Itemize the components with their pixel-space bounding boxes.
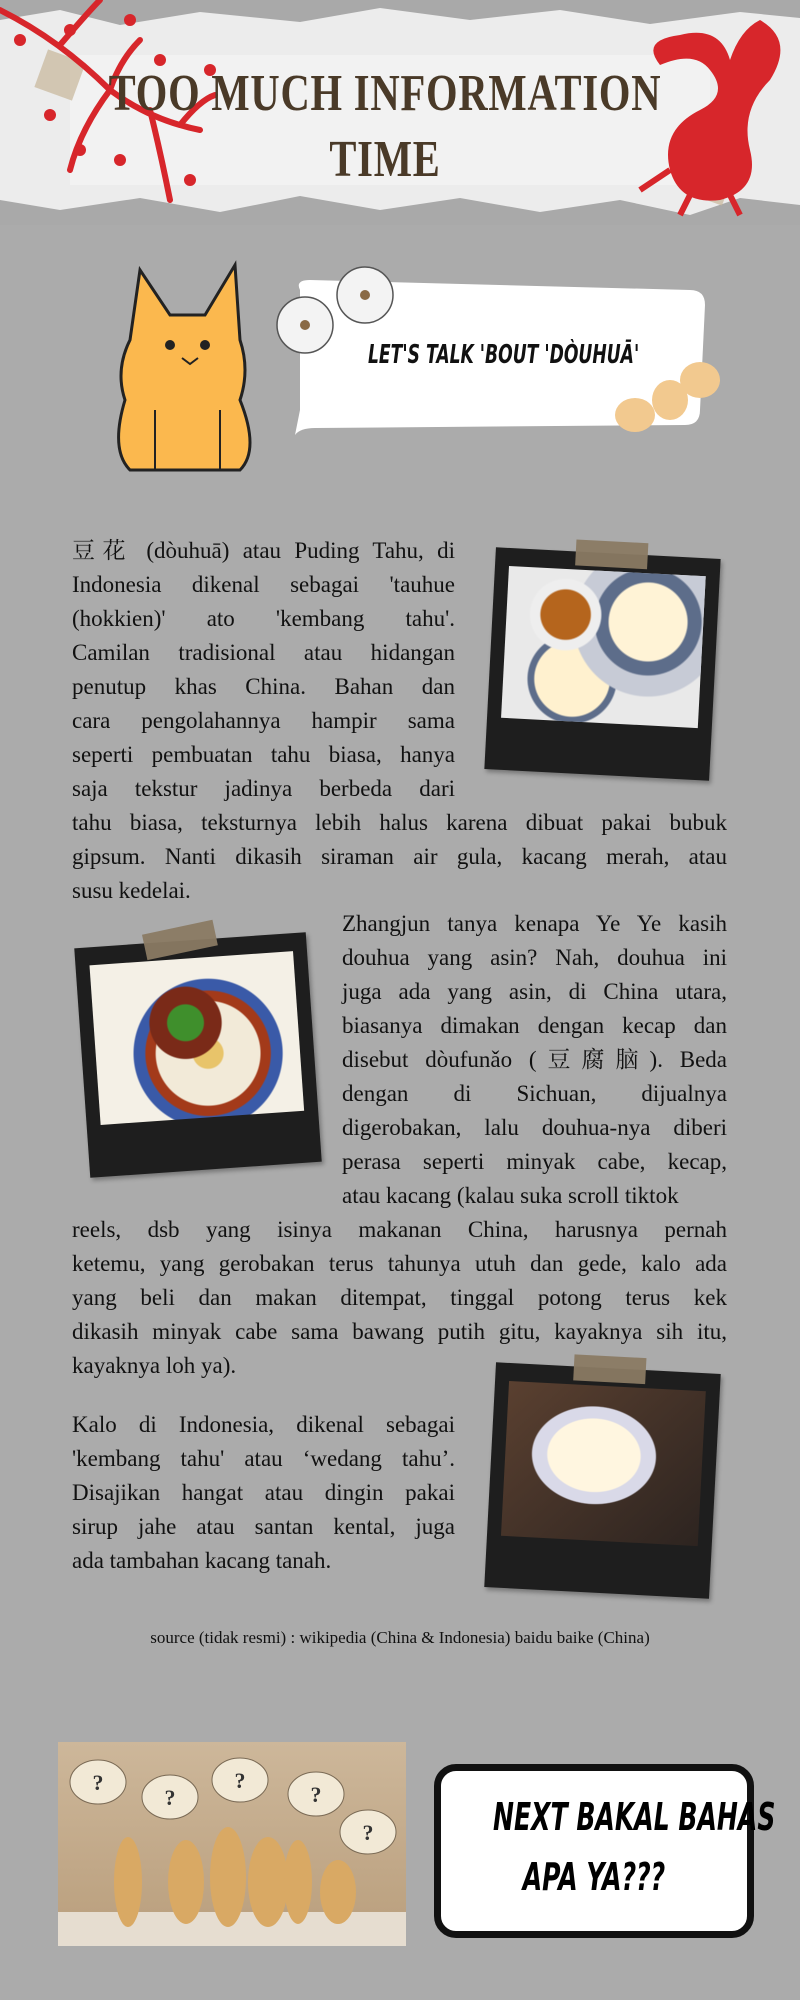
page-title-line2: TIME bbox=[329, 131, 441, 188]
text-line: perasa seperti minyak cabe, kecap, bbox=[342, 1149, 727, 1174]
source-citation: source (tidak resmi) : wikipedia (China & Indonesia) baidu baike (China) bbox=[150, 1628, 650, 1647]
text-line: 豆花 (dòuhuā) atau Puding Tahu, di bbox=[72, 538, 455, 563]
text-line: Camilan tradisional atau hidangan bbox=[72, 640, 455, 665]
text-line: dikasih minyak cabe sama bawang putih gitu, kayaknya sih itu, bbox=[72, 1319, 727, 1344]
question-mark: ? bbox=[362, 1820, 374, 1845]
question-mark: ? bbox=[164, 1785, 176, 1810]
text-line: Indonesia dikenal sebagai 'tauhue bbox=[72, 572, 455, 597]
next-topic-line1: NEXT BAKAL BAHAS bbox=[493, 1795, 776, 1839]
douhua-bowls-image bbox=[501, 566, 706, 728]
cat-illustration-icon bbox=[100, 260, 270, 475]
text-line: ada tambahan kacang tanah. bbox=[72, 1548, 332, 1573]
text-line: 'kembang tahu' atau ‘wedang tahu’. bbox=[72, 1446, 455, 1471]
text-line: reels, dsb yang isinya makanan China, harusnya pernah bbox=[72, 1217, 727, 1242]
text-line: ketemu, yang gerobakan terus tahunya utuh dan gede, kalo ada bbox=[72, 1251, 727, 1276]
text-line: Disajikan hangat atau dingin pakai bbox=[72, 1480, 455, 1505]
polaroid-photo-douhua-bowls bbox=[484, 547, 720, 780]
text-line: juga ada yang asin, di China utara, bbox=[342, 979, 727, 1004]
next-topic-line2: APA YA??? bbox=[522, 1855, 666, 1899]
meerkats-image bbox=[58, 1742, 406, 1946]
page-title-line1: TOO MUCH INFORMATION bbox=[108, 65, 662, 122]
text-line: seperti pembuatan tahu biasa, hanya bbox=[72, 742, 455, 767]
next-topic-box bbox=[434, 1764, 776, 1938]
speech-bubble-text: LET'S TALK 'BOUT 'DÒUHUĀ' bbox=[368, 340, 640, 370]
polaroid-photo-savory-douhua bbox=[74, 932, 321, 1178]
text-line: douhua yang asin? Nah, douhua ini bbox=[342, 945, 727, 970]
text-line: (hokkien)' ato 'kembang tahu'. bbox=[72, 606, 455, 631]
question-mark: ? bbox=[310, 1782, 322, 1807]
text-line: saja tekstur jadinya berbeda dari bbox=[72, 776, 455, 801]
paragraph-indonesian-douhua bbox=[72, 1408, 455, 1578]
text-line: biasanya dimakan dengan kecap dan bbox=[342, 1013, 727, 1038]
polaroid-photo-kembang-tahu bbox=[484, 1362, 720, 1598]
text-line: gipsum. Nanti dikasih siraman air gula, kacang merah, atau bbox=[72, 844, 727, 869]
tape bbox=[573, 1354, 646, 1384]
text-line: sirup jahe atau santan kental, juga bbox=[72, 1514, 455, 1539]
text-line: dengan di Sichuan, dijualnya bbox=[342, 1081, 727, 1106]
kembang-tahu-image bbox=[501, 1381, 706, 1546]
savory-douhua-image bbox=[89, 951, 304, 1125]
text-line: disebut dòufunǎo (豆腐脑). Beda bbox=[342, 1047, 727, 1072]
text-line: yang beli dan makan ditempat, tinggal potong terus kek bbox=[72, 1285, 727, 1310]
tape bbox=[142, 920, 218, 960]
text-line: Kalo di Indonesia, dikenal sebagai bbox=[72, 1412, 455, 1437]
header-banner bbox=[0, 0, 800, 225]
text-line: cara pengolahannya hampir sama bbox=[72, 708, 455, 733]
tape bbox=[575, 539, 648, 569]
text-line: susu kedelai. bbox=[72, 878, 191, 903]
question-mark: ? bbox=[234, 1768, 246, 1793]
text-line: tahu biasa, teksturnya lebih halus karena dibuat pakai bubuk bbox=[72, 810, 727, 835]
text-line: atau kacang (kalau suka scroll tiktok bbox=[342, 1183, 679, 1208]
paragraph-savory-douhua bbox=[342, 907, 727, 1213]
text-line: kayaknya loh ya). bbox=[72, 1353, 237, 1378]
text-line: penutup khas China. Bahan dan bbox=[72, 674, 455, 699]
text-line: digerobakan, lalu douhua-nya diberi bbox=[342, 1115, 727, 1140]
text-line: Zhangjun tanya kenapa Ye Ye kasih bbox=[342, 911, 727, 936]
question-mark: ? bbox=[92, 1770, 104, 1795]
